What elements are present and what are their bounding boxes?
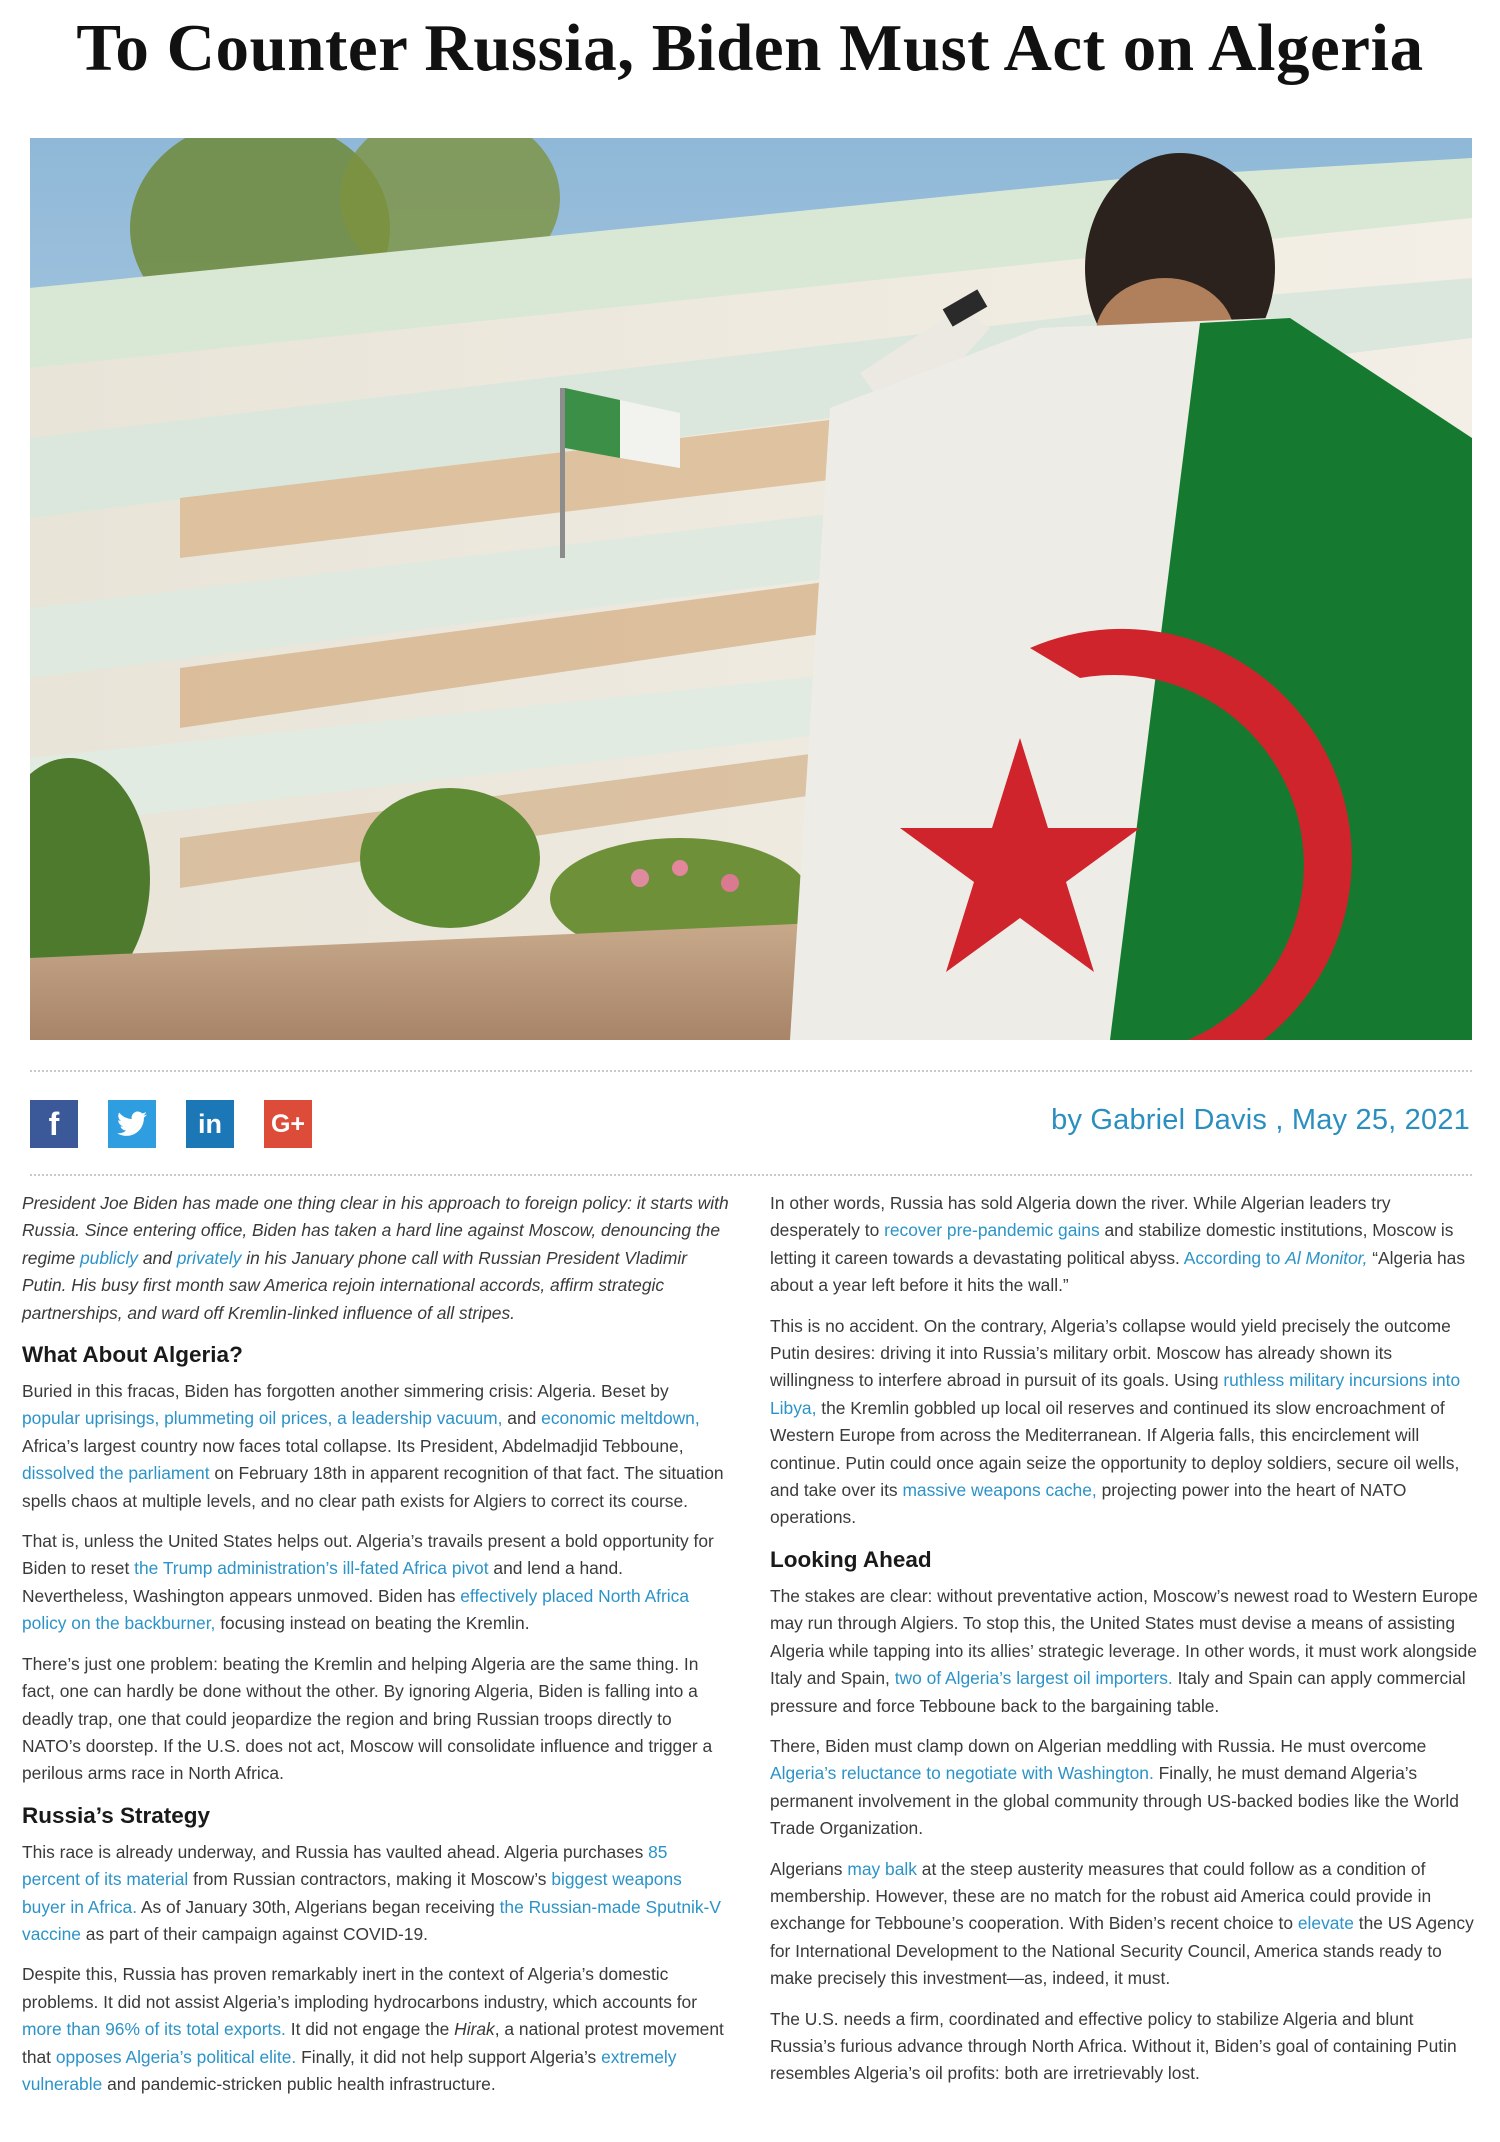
- link-popular-uprisings[interactable]: popular uprisings,: [22, 1408, 160, 1429]
- text: the Kremlin gobbled up local oil reserves and continued its slow encroachment of Western Europe from across the Mediterranean. If Algeria falls, this encirclement will continue. Putin could once again seize the opportunity to deploy soldiers, secure oil wells, and take over its: [770, 1397, 1460, 1501]
- text: , a national protest movement that: [22, 2019, 724, 2067]
- text: in his January phone call with Russian President Vladimir Putin. His busy first month saw America rejoin international accords, affirm strategic partnerships, and ward off Kremlin-linked influence of all stripes.: [22, 1247, 688, 1323]
- text: Despite this, Russia has proven remarkably inert in the context of Algeria’s domestic problems. It did not assist Algeria’s imploding hydrocarbons industry, which accounts for: [22, 1964, 698, 2012]
- text: and lend a hand. Nevertheless, Washington appears unmoved. Biden has: [22, 1558, 623, 1606]
- publish-date: May 25, 2021: [1291, 1104, 1470, 1136]
- link-total-exports[interactable]: more than 96% of its total exports.: [22, 2019, 286, 2040]
- link-libya-incursions[interactable]: ruthless military incursions into Libya,: [770, 1370, 1461, 1418]
- text: Algerians: [770, 1858, 848, 1879]
- article-column-left: [22, 1190, 730, 2111]
- paragraph: [22, 1961, 730, 2098]
- link-elevate[interactable]: elevate: [1297, 1913, 1354, 1934]
- intro-paragraph: [22, 1190, 730, 1327]
- text: Italy and Spain can apply commercial pressure and force Tebboune back to the bargaining table.: [770, 1668, 1466, 1716]
- text: President Joe Biden has made one thing clear in his approach to foreign policy: it starts with Russia. Since entering office, Biden has taken a hard line against Moscow, denouncing the regime: [22, 1193, 729, 1268]
- linkedin-icon: in: [198, 1108, 222, 1139]
- linkedin-share-button[interactable]: [186, 1100, 234, 1148]
- divider-bottom: [30, 1174, 1472, 1176]
- heading-russias-strategy: Russia’s Strategy: [22, 1802, 210, 1828]
- link-weapons-buyer[interactable]: biggest weapons buyer in Africa.: [22, 1869, 682, 1917]
- twitter-share-button[interactable]: [108, 1100, 156, 1148]
- twitter-icon: [117, 1111, 147, 1137]
- text: It did not engage the: [285, 2019, 455, 2040]
- link-oil-importers[interactable]: two of Algeria’s largest oil importers.: [894, 1668, 1173, 1689]
- text: and pandemic-stricken public health infrastructure.: [102, 2073, 496, 2094]
- paragraph: There’s just one problem: beating the Kremlin and helping Algeria are the same thing. In fact, one can hardly be done without the other. By ignoring Algeria, Biden is falling into a deadly trap, one that could jeopardize the region and bring Russian troops directly to NATO’s doorstep. If the U.S. does not act, Moscow will consolidate influence and trigger a perilous arms race in North Africa.: [22, 1653, 713, 1784]
- link-publicly[interactable]: publicly: [80, 1247, 138, 1268]
- link-backburner[interactable]: effectively placed North Africa policy on the backburner,: [22, 1585, 690, 1634]
- link-pre-pandemic-gains[interactable]: recover pre-pandemic gains: [884, 1220, 1100, 1241]
- link-privately[interactable]: privately: [176, 1247, 242, 1268]
- author-name: by Gabriel Davis: [1051, 1104, 1268, 1136]
- link-85-percent[interactable]: 85 percent of its material: [22, 1841, 668, 1890]
- text: and: [138, 1247, 177, 1268]
- paragraph: [770, 1190, 1480, 1300]
- text: The stakes are clear: without preventative action, Moscow’s newest road to Western Europe may run through Algiers. To stop this, the United States must devise a means of assisting Algeria while tapping into its allies’ strategic leverage. In other words, it must work alongside Italy and Spain,: [770, 1585, 1478, 1689]
- googleplus-icon: G+: [270, 1109, 306, 1138]
- facebook-icon: f: [48, 1105, 60, 1142]
- text: Finally, he must demand Algeria’s permanent involvement in the global community through US-backed bodies like the World Trade Organization.: [770, 1763, 1459, 1839]
- byline: [1051, 1104, 1470, 1137]
- hero-illustration: [30, 138, 1472, 1040]
- text: projecting power into the heart of NATO operations.: [770, 1480, 1407, 1528]
- text: Finally, it did not help support Algeria’s: [296, 2046, 602, 2067]
- paragraph: [770, 1733, 1480, 1843]
- link-economic-meltdown[interactable]: economic meltdown,: [541, 1408, 700, 1429]
- link-sputnik-vaccine[interactable]: the Russian-made Sputnik-V vaccine: [22, 1896, 721, 1944]
- text: There, Biden must clamp down on Algerian meddling with Russia. He must overcome: [770, 1735, 1427, 1756]
- link-dissolved-parliament[interactable]: dissolved the parliament: [22, 1463, 210, 1484]
- article-column-right: [770, 1190, 1480, 2101]
- paragraph: [22, 1528, 730, 1638]
- facebook-share-button[interactable]: [30, 1100, 78, 1148]
- text: on February 18th in apparent recognition of that fact. The situation spells chaos at multiple levels, and no clear path exists for Algiers to correct its course.: [22, 1463, 724, 1511]
- text: “Algeria has about a year left before it hits the wall.”: [770, 1247, 1466, 1296]
- paragraph: The U.S. needs a firm, coordinated and effective policy to stabilize Algeria and blunt Russia’s furious advance through North Africa. Without it, Biden’s goal of containing Putin resembles Algeria’s oil profits: both are irretrievably lost.: [770, 2008, 1457, 2084]
- text: This is no accident. On the contrary, Algeria’s collapse would yield precisely the outcome Putin desires: driving it into Russia’s military orbit. Moscow has already shown its willingness to interfere abroad in pursuit of its goals. Using: [770, 1315, 1451, 1391]
- link-reluctance-to-negotiate[interactable]: Algeria’s reluctance to negotiate with Washington.: [770, 1763, 1154, 1784]
- byline-separator: ,: [1275, 1104, 1284, 1136]
- link-may-balk[interactable]: may balk: [847, 1858, 917, 1879]
- text: According to: [1183, 1247, 1286, 1268]
- text: That is, unless the United States helps out. Algeria’s travails present a bold opportunity for Biden to reset: [22, 1531, 714, 1579]
- text: at the steep austerity measures that could follow as a condition of membership. However, these are no match for the robust aid America could provide in exchange for Tebboune’s cooperation. With Biden’s recent choice to: [770, 1858, 1432, 1934]
- text: This race is already underway, and Russia has vaulted ahead. Algeria purchases: [22, 1841, 649, 1862]
- divider-top: [30, 1070, 1472, 1072]
- paragraph: [22, 1839, 730, 1949]
- paragraph: [770, 1583, 1480, 1720]
- googleplus-share-button[interactable]: [264, 1100, 312, 1148]
- paragraph: [22, 1378, 730, 1515]
- heading-looking-ahead: Looking Ahead: [770, 1546, 932, 1572]
- paragraph: [770, 1856, 1480, 1993]
- paragraph: [770, 1313, 1480, 1532]
- link-extremely-vulnerable[interactable]: extremely vulnerable: [22, 2046, 677, 2094]
- link-political-elite[interactable]: opposes Algeria’s political elite.: [55, 2046, 297, 2067]
- text: As of January 30th, Algerians began receiving: [137, 1896, 500, 1917]
- link-oil-prices[interactable]: plummeting oil prices,: [164, 1408, 333, 1429]
- text-hirak: Hirak: [454, 2019, 495, 2040]
- heading-what-about-algeria: What About Algeria?: [22, 1342, 243, 1368]
- link-weapons-cache[interactable]: massive weapons cache,: [902, 1480, 1097, 1501]
- article-title: To Counter Russia, Biden Must Act on Algeria: [76, 11, 1424, 85]
- text: as part of their campaign against COVID-19.: [80, 1923, 428, 1944]
- link-africa-pivot[interactable]: the Trump administration’s ill-fated Africa pivot: [134, 1558, 489, 1579]
- social-share-bar: [30, 1100, 312, 1148]
- text: the US Agency for International Development to the National Security Council, America stands ready to make precisely this investment—as, indeed, it must.: [770, 1913, 1474, 1989]
- text: and: [502, 1408, 542, 1429]
- text: Buried in this fracas, Biden has forgotten another simmering crisis: Algeria. Beset by: [22, 1381, 669, 1402]
- link-al-monitor[interactable]: [1184, 1248, 1368, 1268]
- link-leadership-vacuum[interactable]: a leadership vacuum,: [337, 1408, 503, 1429]
- hero-image: [30, 138, 1472, 1040]
- text: from Russian contractors, making it Moscow’s: [188, 1869, 552, 1890]
- text: and stabilize domestic institutions, Moscow is letting it careen towards a devastating political abyss.: [770, 1220, 1454, 1268]
- text: In other words, Russia has sold Algeria down the river. While Algerian leaders try desperately to: [770, 1193, 1391, 1241]
- text: focusing instead on beating the Kremlin.: [215, 1613, 530, 1634]
- text: Al Monitor,: [1285, 1247, 1368, 1268]
- text: Africa’s largest country now faces total collapse. Its President, Abdelmadjid Tebboune,: [22, 1435, 684, 1456]
